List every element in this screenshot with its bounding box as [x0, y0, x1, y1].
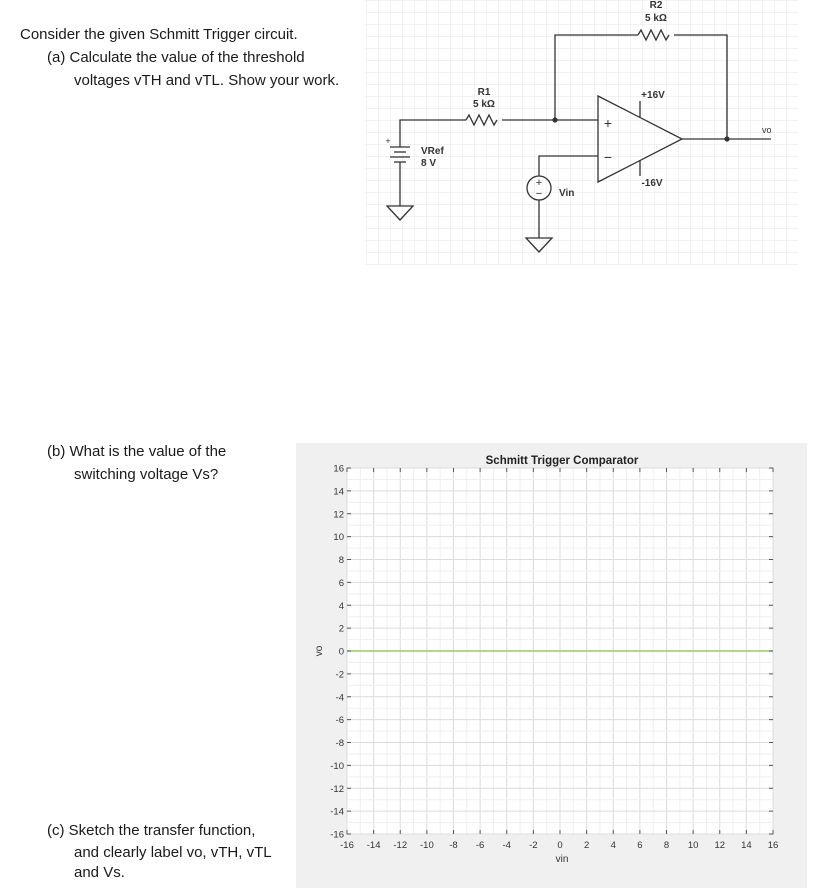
r1-value-label: 5 kΩ	[473, 99, 495, 110]
y-tick-label: 0	[338, 646, 344, 658]
y-tick-label: -16	[330, 829, 344, 841]
y-axis-label: vo	[314, 645, 325, 657]
question-c-line3: and Vs.	[74, 864, 125, 881]
x-tick-label: 4	[610, 840, 616, 851]
question-c-line2: and clearly label vo, vTH, vTL	[74, 844, 272, 861]
vin-minus-sign: −	[535, 188, 543, 200]
y-tick-label: 12	[333, 509, 344, 521]
plus-input-sign: +	[603, 115, 613, 131]
y-tick-label: -4	[335, 692, 344, 704]
x-tick-label: -6	[475, 840, 485, 851]
x-tick-label: -2	[529, 840, 538, 851]
x-tick-label: 16	[767, 840, 779, 851]
vin-plus-sign: +	[535, 177, 543, 189]
y-tick-label: 16	[333, 463, 344, 475]
y-tick-label: 10	[333, 532, 344, 544]
junction-output	[724, 136, 729, 141]
vneg-label: -16V	[641, 178, 663, 189]
r2-value-label: 5 kΩ	[645, 13, 667, 24]
vin-label: Vin	[559, 188, 575, 199]
y-tick-label: 14	[333, 486, 344, 498]
x-tick-label: 8	[663, 840, 670, 851]
r2-name-label: R2	[649, 0, 663, 11]
y-tick-label: -6	[335, 715, 344, 727]
y-tick-label: 4	[338, 600, 344, 612]
x-tick-label: 0	[557, 840, 563, 851]
x-tick-label: 12	[714, 840, 726, 851]
question-c-line1: (c) Sketch the transfer function,	[47, 822, 256, 839]
schmitt-trigger-circuit	[366, 0, 798, 265]
question-a-line2: voltages vTH and vTL. Show your work.	[74, 72, 340, 89]
vpos-label: +16V	[641, 90, 665, 101]
chart-title: Schmitt Trigger Comparator	[485, 455, 639, 467]
x-tick-label: 10	[687, 840, 699, 851]
r1-name-label: R1	[477, 87, 491, 98]
x-tick-label: -4	[502, 840, 511, 851]
x-tick-label: -16	[340, 840, 354, 851]
y-tick-label: -12	[330, 783, 344, 795]
y-tick-label: -14	[330, 806, 344, 818]
circuit-grid	[366, 0, 798, 265]
question-b-line1: (b) What is the value of the	[47, 443, 227, 460]
vref-name-label: VRef	[421, 146, 444, 157]
x-tick-label: -14	[366, 840, 381, 851]
y-tick-label: 2	[338, 623, 344, 635]
minus-input-sign: −	[603, 149, 613, 165]
junction-plus	[552, 117, 557, 122]
y-tick-label: -10	[330, 760, 344, 772]
x-tick-label: -8	[449, 840, 458, 851]
y-tick-label: -2	[335, 669, 344, 681]
vo-label: vo	[762, 125, 772, 135]
battery-plus-sign: +	[385, 136, 391, 146]
x-tick-label: -12	[393, 840, 408, 851]
intro-text: Consider the given Schmitt Trigger circuit.	[20, 26, 298, 43]
vref-value-label: 8 V	[421, 158, 437, 169]
y-tick-label: 8	[338, 555, 344, 566]
y-tick-label: -8	[335, 738, 344, 749]
y-tick-label: 6	[338, 577, 344, 589]
x-tick-label: 14	[741, 840, 752, 851]
x-tick-label: 6	[637, 840, 643, 851]
x-tick-label: 2	[583, 840, 590, 851]
chart-svg	[296, 443, 807, 888]
question-b-line2: switching voltage Vs?	[74, 466, 219, 483]
transfer-function-chart	[296, 443, 807, 888]
question-a-line1: (a) Calculate the value of the threshold	[47, 49, 305, 66]
circuit-diagram	[366, 0, 798, 265]
x-axis-label: vin	[555, 854, 569, 865]
x-tick-label: -10	[420, 840, 434, 851]
